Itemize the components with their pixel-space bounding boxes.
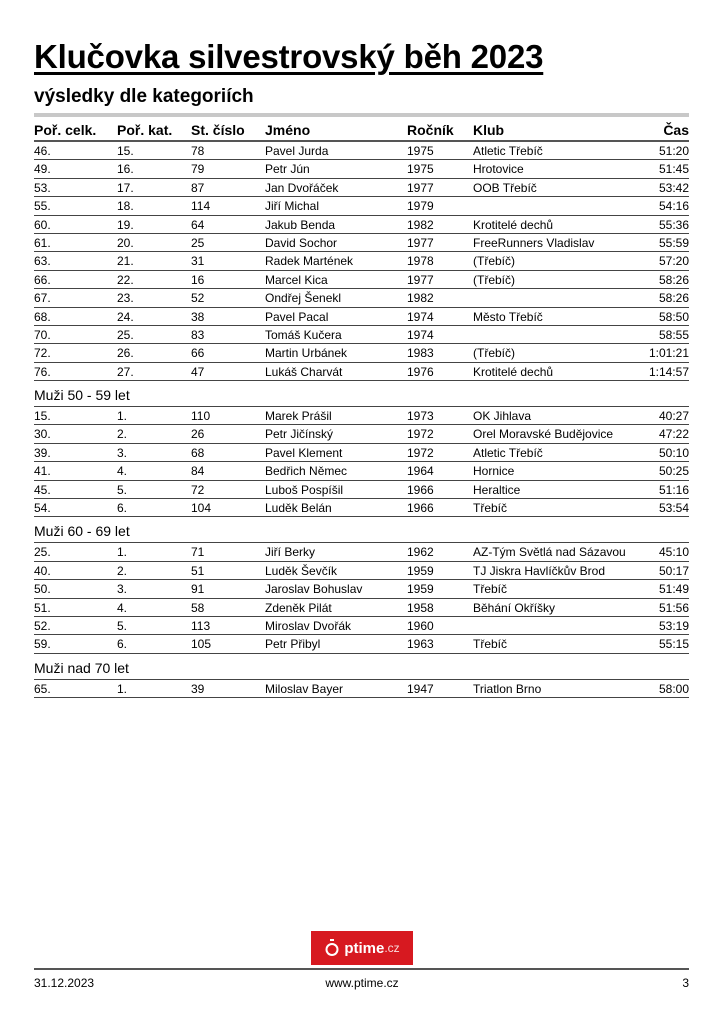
- cell-club: (Třebíč): [473, 346, 515, 361]
- cell-time: 58:55: [658, 327, 689, 342]
- cell-bib: 51: [191, 563, 205, 578]
- cell-time: 50:25: [658, 464, 689, 479]
- table-row: [34, 425, 689, 443]
- col-club: Klub: [473, 122, 505, 138]
- cell-category-rank: 5.: [117, 618, 128, 633]
- cell-birth-year: 1947: [407, 681, 434, 696]
- cell-time: 58:00: [658, 681, 689, 696]
- cell-bib: 91: [191, 582, 205, 597]
- cell-club: Běhání Okříšky: [473, 600, 556, 615]
- cell-category-rank: 4.: [117, 600, 128, 615]
- col-category-rank: Poř. kat.: [117, 122, 173, 138]
- cell-club: Krotitelé dechů: [473, 364, 554, 379]
- cell-birth-year: 1966: [407, 501, 434, 516]
- table-row: [34, 289, 689, 307]
- cell-bib: 104: [191, 501, 212, 516]
- cell-name: Petr Přibyl: [265, 637, 321, 652]
- cell-name: David Sochor: [265, 235, 338, 250]
- cell-club: Hornice: [473, 464, 515, 479]
- results-table: [34, 142, 689, 698]
- cell-name: Petr Jičínský: [265, 427, 334, 442]
- cell-category-rank: 26.: [117, 346, 134, 361]
- cell-club: Orel Moravské Budějovice: [473, 427, 614, 442]
- footer-divider: [34, 968, 689, 970]
- cell-overall-rank: 49.: [34, 162, 51, 177]
- cell-time: 58:26: [658, 272, 689, 287]
- cell-time: 1:01:21: [648, 346, 689, 361]
- cell-club: (Třebíč): [473, 272, 515, 287]
- cell-time: 40:27: [658, 409, 689, 424]
- cell-category-rank: 2.: [117, 563, 128, 578]
- table-row: [34, 444, 689, 462]
- cell-bib: 64: [191, 217, 205, 232]
- cell-club: Třebíč: [473, 582, 508, 597]
- cell-bib: 38: [191, 309, 205, 324]
- cell-birth-year: 1964: [407, 464, 434, 479]
- cell-overall-rank: 54.: [34, 501, 51, 516]
- page-number: 3: [682, 976, 689, 990]
- ptime-logo: [311, 931, 413, 965]
- cell-birth-year: 1982: [407, 217, 434, 232]
- cell-time: 51:56: [658, 600, 689, 615]
- cell-bib: 52: [191, 291, 205, 306]
- cell-time: 50:17: [658, 563, 689, 578]
- cell-category-rank: 3.: [117, 582, 128, 597]
- cell-birth-year: 1975: [407, 144, 434, 158]
- cell-time: 55:59: [658, 235, 689, 250]
- cell-time: 51:49: [658, 582, 689, 597]
- cell-name: Marcel Kica: [265, 272, 328, 287]
- cell-bib: 105: [191, 637, 212, 652]
- cell-club: OOB Třebíč: [473, 180, 537, 195]
- cell-birth-year: 1972: [407, 427, 434, 442]
- col-name: Jméno: [265, 122, 311, 138]
- cell-name: Martin Urbánek: [265, 346, 348, 361]
- cell-bib: 87: [191, 180, 205, 195]
- cell-bib: 71: [191, 545, 205, 560]
- cell-name: Miloslav Bayer: [265, 681, 344, 696]
- cell-name: Petr Jún: [265, 162, 310, 177]
- cell-time: 57:20: [658, 254, 689, 269]
- cell-category-rank: 20.: [117, 235, 134, 250]
- cell-bib: 114: [191, 199, 211, 214]
- table-row: [34, 216, 689, 234]
- cell-overall-rank: 40.: [34, 563, 51, 578]
- cell-category-rank: 17.: [117, 180, 134, 195]
- cell-name: Pavel Klement: [265, 445, 343, 460]
- cell-time: 51:45: [658, 162, 689, 177]
- cell-bib: 68: [191, 445, 205, 460]
- cell-bib: 58: [191, 600, 205, 615]
- cell-overall-rank: 59.: [34, 637, 51, 652]
- cell-club: FreeRunners Vladislav: [473, 235, 595, 250]
- page-title: Klučovka silvestrovský běh 2023: [34, 38, 544, 75]
- cell-birth-year: 1975: [407, 162, 434, 177]
- cell-overall-rank: 68.: [34, 309, 51, 324]
- table-row: [34, 635, 689, 653]
- cell-bib: 72: [191, 482, 205, 497]
- cell-name: Radek Martének: [265, 254, 354, 269]
- col-time: Čas: [663, 122, 689, 138]
- cell-club: (Třebíč): [473, 254, 515, 269]
- cell-club: Hrotovice: [473, 162, 524, 177]
- cell-bib: 47: [191, 364, 205, 379]
- cell-time: 51:16: [658, 482, 689, 497]
- cell-time: 51:20: [658, 144, 689, 158]
- category-heading: Muži 60 - 69 let: [34, 517, 689, 543]
- cell-category-rank: 6.: [117, 501, 128, 516]
- cell-bib: 39: [191, 681, 205, 696]
- category-heading: Muži nad 70 let: [34, 654, 689, 680]
- cell-birth-year: 1977: [407, 272, 434, 287]
- cell-name: Luděk Belán: [265, 501, 332, 516]
- cell-time: 50:10: [658, 445, 689, 460]
- cell-category-rank: 6.: [117, 637, 128, 652]
- cell-name: Tomáš Kučera: [265, 327, 342, 342]
- cell-birth-year: 1963: [407, 637, 434, 652]
- cell-category-rank: 27.: [117, 364, 134, 379]
- cell-name: Jan Dvořáček: [265, 180, 339, 195]
- cell-bib: 31: [191, 254, 205, 269]
- cell-birth-year: 1972: [407, 445, 434, 460]
- cell-birth-year: 1958: [407, 600, 434, 615]
- cell-name: Pavel Jurda: [265, 144, 329, 158]
- cell-time: 54:16: [658, 199, 689, 214]
- cell-overall-rank: 65.: [34, 681, 51, 696]
- cell-category-rank: 16.: [117, 162, 134, 177]
- cell-category-rank: 15.: [117, 144, 134, 158]
- cell-birth-year: 1983: [407, 346, 434, 361]
- cell-club: Heraltice: [473, 482, 521, 497]
- table-row: [34, 326, 689, 344]
- cell-category-rank: 5.: [117, 482, 128, 497]
- table-row: [34, 308, 689, 326]
- cell-time: 55:36: [658, 217, 689, 232]
- table-row: [34, 599, 689, 617]
- cell-overall-rank: 61.: [34, 235, 51, 250]
- table-header: [34, 120, 689, 142]
- cell-category-rank: 22.: [117, 272, 134, 287]
- col-bib-number: St. číslo: [191, 122, 245, 138]
- cell-bib: 25: [191, 235, 205, 250]
- table-row: [34, 580, 689, 598]
- cell-name: Marek Prášil: [265, 409, 332, 424]
- cell-category-rank: 25.: [117, 327, 134, 342]
- cell-club: OK Jihlava: [473, 409, 532, 424]
- cell-overall-rank: 60.: [34, 217, 51, 232]
- cell-category-rank: 24.: [117, 309, 134, 324]
- cell-birth-year: 1962: [407, 545, 434, 560]
- cell-birth-year: 1973: [407, 409, 434, 424]
- cell-category-rank: 1.: [117, 409, 128, 424]
- cell-name: Luboš Pospíšil: [265, 482, 344, 497]
- cell-club: Třebíč: [473, 637, 508, 652]
- cell-time: 55:15: [658, 637, 689, 652]
- cell-category-rank: 3.: [117, 445, 128, 460]
- category-heading: Muži 50 - 59 let: [34, 381, 689, 407]
- cell-birth-year: 1976: [407, 364, 434, 379]
- cell-birth-year: 1977: [407, 235, 434, 250]
- cell-category-rank: 21.: [117, 254, 134, 269]
- table-row: [34, 481, 689, 499]
- table-row: [34, 252, 689, 270]
- cell-bib: 78: [191, 144, 205, 158]
- cell-bib: 16: [191, 272, 205, 287]
- table-row: [34, 197, 689, 215]
- table-row: [34, 680, 689, 698]
- cell-overall-rank: 63.: [34, 254, 51, 269]
- cell-birth-year: 1966: [407, 482, 434, 497]
- cell-time: 1:14:57: [648, 364, 689, 379]
- table-row: [34, 407, 689, 425]
- page-subtitle: výsledky dle kategoriích: [34, 86, 254, 107]
- cell-category-rank: 4.: [117, 464, 128, 479]
- table-row: [34, 363, 689, 381]
- cell-name: Zdeněk Pilát: [265, 600, 332, 615]
- cell-bib: 79: [191, 162, 205, 177]
- cell-overall-rank: 55.: [34, 199, 51, 214]
- cell-time: 53:42: [658, 180, 689, 195]
- table-row: [34, 142, 689, 160]
- cell-time: 45:10: [658, 545, 689, 560]
- cell-overall-rank: 53.: [34, 180, 51, 195]
- cell-overall-rank: 66.: [34, 272, 51, 287]
- col-birth-year: Ročník: [407, 122, 454, 138]
- cell-name: Pavel Pacal: [265, 309, 329, 324]
- footer-url[interactable]: www.ptime.cz: [325, 976, 399, 990]
- cell-name: Jakub Benda: [265, 217, 336, 232]
- cell-time: 53:19: [658, 618, 689, 633]
- cell-birth-year: 1982: [407, 291, 434, 306]
- cell-time: 47:22: [658, 427, 689, 442]
- cell-name: Jaroslav Bohuslav: [265, 582, 363, 597]
- cell-name: Jiří Michal: [265, 199, 320, 214]
- cell-birth-year: 1959: [407, 582, 434, 597]
- cell-club: Atletic Třebíč: [473, 144, 543, 158]
- cell-overall-rank: 50.: [34, 582, 51, 597]
- cell-birth-year: 1979: [407, 199, 434, 214]
- cell-club: Triatlon Brno: [473, 681, 542, 696]
- cell-overall-rank: 25.: [34, 545, 51, 560]
- cell-overall-rank: 52.: [34, 618, 51, 633]
- cell-birth-year: 1974: [407, 327, 434, 342]
- cell-bib: 66: [191, 346, 205, 361]
- table-row: [34, 179, 689, 197]
- stopwatch-icon: [324, 939, 340, 957]
- cell-bib: 113: [191, 618, 211, 633]
- cell-overall-rank: 76.: [34, 364, 51, 379]
- table-row: [34, 344, 689, 362]
- table-row: [34, 271, 689, 289]
- cell-category-rank: 1.: [117, 545, 128, 560]
- cell-birth-year: 1974: [407, 309, 434, 324]
- table-row: [34, 543, 689, 561]
- cell-name: Luděk Ševčík: [265, 563, 338, 578]
- cell-category-rank: 1.: [117, 681, 128, 696]
- cell-club: TJ Jiskra Havlíčkův Brod: [473, 563, 606, 578]
- table-row: [34, 499, 689, 517]
- cell-overall-rank: 45.: [34, 482, 51, 497]
- cell-category-rank: 2.: [117, 427, 128, 442]
- cell-name: Jiří Berky: [265, 545, 316, 560]
- cell-name: Miroslav Dvořák: [265, 618, 352, 633]
- cell-name: Lukáš Charvát: [265, 364, 343, 379]
- cell-club: Město Třebíč: [473, 309, 543, 324]
- table-row: [34, 562, 689, 580]
- col-overall-rank: Poř. celk.: [34, 122, 97, 138]
- cell-overall-rank: 30.: [34, 427, 51, 442]
- cell-overall-rank: 67.: [34, 291, 51, 306]
- cell-bib: 110: [191, 409, 211, 424]
- cell-category-rank: 19.: [117, 217, 134, 232]
- cell-category-rank: 18.: [117, 199, 134, 214]
- cell-birth-year: 1978: [407, 254, 434, 269]
- cell-birth-year: 1960: [407, 618, 434, 633]
- cell-time: 58:50: [658, 309, 689, 324]
- cell-overall-rank: 15.: [34, 409, 51, 424]
- footer-date: 31.12.2023: [34, 976, 95, 990]
- cell-name: Ondřej Šenekl: [265, 291, 342, 306]
- cell-overall-rank: 39.: [34, 445, 51, 460]
- cell-bib: 26: [191, 427, 205, 442]
- cell-category-rank: 23.: [117, 291, 134, 306]
- cell-name: Bedřich Němec: [265, 464, 348, 479]
- table-row: [34, 160, 689, 178]
- table-row: [34, 462, 689, 480]
- cell-club: Krotitelé dechů: [473, 217, 554, 232]
- logo-suffix: .cz: [384, 941, 400, 955]
- cell-time: 58:26: [658, 291, 689, 306]
- cell-club: Atletic Třebíč: [473, 445, 543, 460]
- cell-overall-rank: 41.: [34, 464, 51, 479]
- cell-bib: 84: [191, 464, 205, 479]
- cell-time: 53:54: [658, 501, 689, 516]
- cell-overall-rank: 46.: [34, 144, 51, 158]
- table-row: [34, 234, 689, 252]
- logo-text: ptime: [344, 939, 385, 957]
- cell-overall-rank: 72.: [34, 346, 51, 361]
- cell-bib: 83: [191, 327, 205, 342]
- cell-club: AZ-Tým Světlá nad Sázavou: [473, 545, 626, 560]
- cell-club: Třebíč: [473, 501, 508, 516]
- cell-birth-year: 1977: [407, 180, 434, 195]
- header-divider: [34, 113, 689, 117]
- cell-overall-rank: 51.: [34, 600, 51, 615]
- table-row: [34, 617, 689, 635]
- cell-overall-rank: 70.: [34, 327, 51, 342]
- cell-birth-year: 1959: [407, 563, 434, 578]
